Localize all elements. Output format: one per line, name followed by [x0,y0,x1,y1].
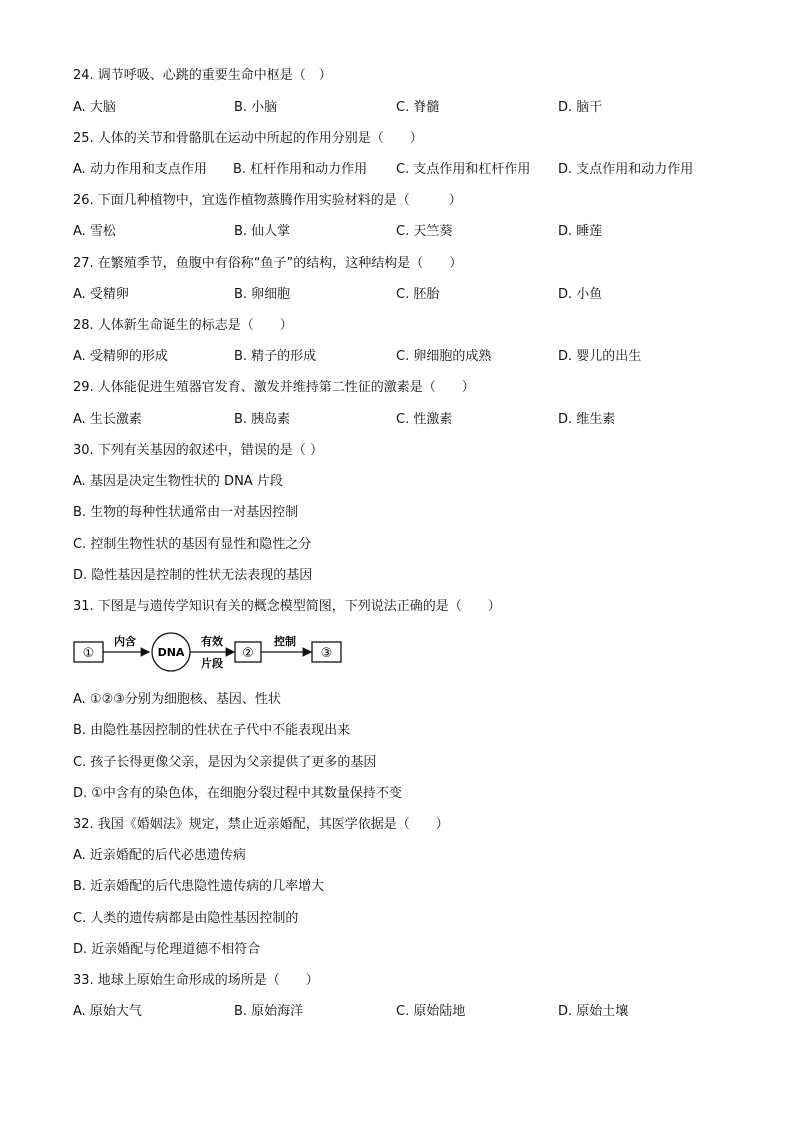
q27-option-a: A. 受精卵 [73,287,129,302]
diagram-dna-label: DNA [157,646,185,659]
q28-option-a: A. 受精卵的形成 [73,349,168,364]
q32-option-c: C. 人类的遗传病都是由隐性基因控制的 [73,911,299,926]
q31-option-a: A. ①②③分别为细胞核、基因、性状 [73,692,281,707]
q26-option-a: A. 雪松 [73,224,116,239]
diagram-arrow-2-bottom-label: 片段 [201,657,223,670]
q29-option-c: C. 性激素 [396,412,453,427]
q31-option-d: D. ①中含有的染色体，在细胞分裂过程中其数量保持不变 [73,786,402,801]
q25-option-d: D. 支点作用和动力作用 [558,162,694,177]
q29-option-b: B. 胰岛素 [234,412,291,427]
diagram-arrow-1-label: 内含 [114,635,136,648]
question-29-options [73,412,753,428]
diagram-box-1-label: ① [82,646,95,661]
question-28-stem: 28. 人体新生命诞生的标志是（ ） [73,318,293,333]
q33-option-d: D. 原始土壤 [558,1004,629,1019]
diagram-arrow-2-top-label: 有效 [201,635,223,648]
q31-option-b: B. 由隐性基因控制的性状在子代中不能表现出来 [73,723,351,738]
q25-option-a: A. 动力作用和支点作用 [73,162,207,177]
q27-option-c: C. 胚胎 [396,287,440,302]
question-28-options [73,349,753,365]
q30-option-a: A. 基因是决定生物性状的 DNA 片段 [73,474,283,489]
q33-option-b: B. 原始海洋 [234,1004,304,1019]
q26-option-c: C. 天竺葵 [396,224,453,239]
question-27-stem: 27. 在繁殖季节，鱼腹中有俗称“鱼子”的结构，这种结构是（ ） [73,256,463,271]
q32-option-d: D. 近亲婚配与伦理道德不相符合 [73,942,261,957]
diagram-box-3 [312,642,341,662]
q25-option-c: C. 支点作用和杠杆作用 [396,162,531,177]
q33-option-a: A. 原始大气 [73,1004,142,1019]
q24-option-a: A. 大脑 [73,100,116,115]
question-25-options [73,162,753,178]
q27-option-b: B. 卵细胞 [234,287,291,302]
q28-option-b: B. 精子的形成 [234,349,317,364]
diagram-box-3-label: ③ [320,646,333,661]
question-32-stem: 32. 我国《婚姻法》规定，禁止近亲婚配，其医学依据是（ ） [73,817,449,832]
question-26-options [73,224,753,240]
diagram-box-2-label: ② [242,646,254,661]
q28-option-c: C. 卵细胞的成熟 [396,349,492,364]
question-31-stem: 31. 下图是与遗传学知识有关的概念模型简图，下列说法正确的是（ ） [73,599,501,614]
diagram-box-1 [74,642,103,662]
q24-option-c: C. 脊髓 [396,100,440,115]
q25-option-b: B. 杠杆作用和动力作用 [233,162,368,177]
q31-option-c: C. 孩子长得更像父亲，是因为父亲提供了更多的基因 [73,755,377,770]
q29-option-a: A. 生长激素 [73,412,142,427]
question-27-options [73,287,753,303]
question-25-stem: 25. 人体的关节和骨骼肌在运动中所起的作用分别是（ ） [73,131,423,146]
q32-option-a: A. 近亲婚配的后代必患遗传病 [73,848,246,863]
q24-option-b: B. 小脑 [234,100,278,115]
diagram-dna-circle [152,633,190,671]
q33-option-c: C. 原始陆地 [396,1004,466,1019]
q30-option-c: C. 控制生物性状的基因有显性和隐性之分 [73,537,312,552]
q27-option-d: D. 小鱼 [558,287,603,302]
q32-option-b: B. 近亲婚配的后代患隐性遗传病的几率增大 [73,879,325,894]
diagram-box-2 [235,642,261,662]
q29-option-d: D. 维生素 [558,412,616,427]
q30-option-d: D. 隐性基因是控制的性状无法表现的基因 [73,568,313,583]
question-30-stem: 30. 下列有关基因的叙述中，错误的是（ ） [73,443,323,458]
question-33-stem: 33. 地球上原始生命形成的场所是（ ） [73,973,319,988]
question-24-stem: 24. 调节呼吸、心跳的重要生命中枢是（ ） [73,68,332,83]
q30-option-b: B. 生物的每种性状通常由一对基因控制 [73,505,299,520]
question-33-options [73,1004,753,1020]
q26-option-d: D. 睡莲 [558,224,603,239]
q26-option-b: B. 仙人掌 [234,224,291,239]
question-29-stem: 29. 人体能促进生殖器官发育、激发并维持第二性征的激素是（ ） [73,380,475,395]
concept-model-diagram [73,632,345,672]
diagram-arrow-3-label: 控制 [274,635,296,648]
q28-option-d: D. 婴儿的出生 [558,349,642,364]
question-24-options [73,100,753,116]
question-26-stem: 26. 下面几种植物中，宜选作植物蒸腾作用实验材料的是（ ） [73,193,462,208]
q24-option-d: D. 脑干 [558,100,603,115]
